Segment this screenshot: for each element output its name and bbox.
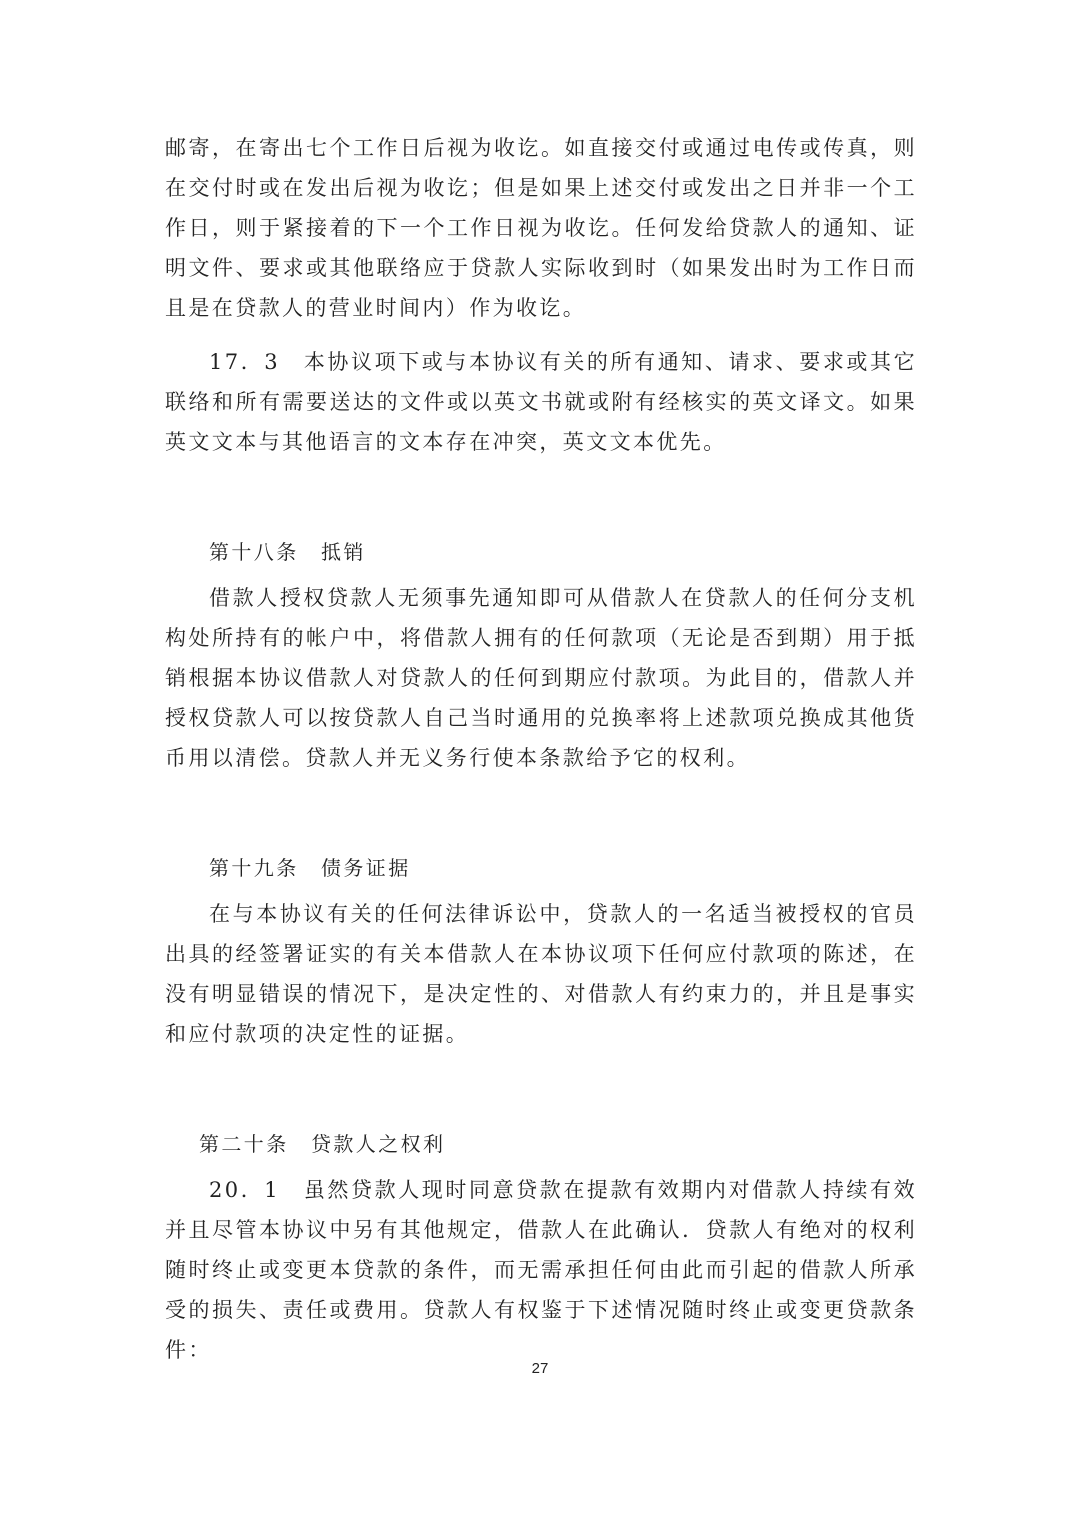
clause-17-3: 17．3 本协议项下或与本协议有关的所有通知、请求、要求或其它联络和所有需要送达的文件或以英文书就或附有经核实的英文译文。如果英文文本与其他语言的文本存在冲突，英文文本优先。 — [165, 350, 917, 454]
article-19-body: 在与本协议有关的任何法律诉讼中，贷款人的一名适当被授权的官员出具的经签署证实的有关本借款人在本协议项下任何应付款项的陈述，在没有明显错误的情况下，是决定性的、对借款人有约束力的，并且是事实和应付款项的决定性的证据。 — [165, 902, 917, 1046]
spacer — [165, 1054, 917, 1124]
clause-20-1: 20．1 虽然贷款人现时同意贷款在提款有效期内对借款人持续有效并且尽管本协议中另有其他规定，借款人在此确认．贷款人有绝对的权利随时终止或变更本贷款的条件，而无需承担任何由此而引起的借款人所承受的损失、责任或费用。贷款人有权鉴于下述情况随时终止或变更贷款条件： — [165, 1178, 917, 1362]
spacer — [165, 462, 917, 532]
article-19-heading: 第十九条 债务证据 — [209, 856, 411, 880]
spacer — [165, 778, 917, 848]
paragraph-continued: 邮寄，在寄出七个工作日后视为收讫。如直接交付或通过电传或传真，则在交付时或在发出后视为收讫；但是如果上述交付或发出之日并非一个工作日，则于紧接着的下一个工作日视为收讫。任何发给贷款人的通知、证明文件、要求或其他联络应于贷款人实际收到时（如果发出时为工作日而且是在贷款人的营业时间内）作为收讫。 — [165, 136, 917, 320]
article-18-body: 借款人授权贷款人无须事先通知即可从借款人在贷款人的任何分支机构处所持有的帐户中，将借款人拥有的任何款项（无论是否到期）用于抵销根据本协议借款人对贷款人的任何到期应付款项。为此目的，借款人并授权贷款人可以按贷款人自己当时通用的兑换率将上述款项兑换成其他货币用以清偿。贷款人并无义务行使本条款给予它的权利。 — [165, 586, 917, 770]
spacer — [165, 328, 917, 342]
article-20-heading: 第二十条 贷款人之权利 — [199, 1132, 446, 1156]
page-content — [165, 128, 917, 1370]
article-18-heading: 第十八条 抵销 — [209, 540, 366, 564]
page-number: 27 — [531, 1360, 549, 1377]
